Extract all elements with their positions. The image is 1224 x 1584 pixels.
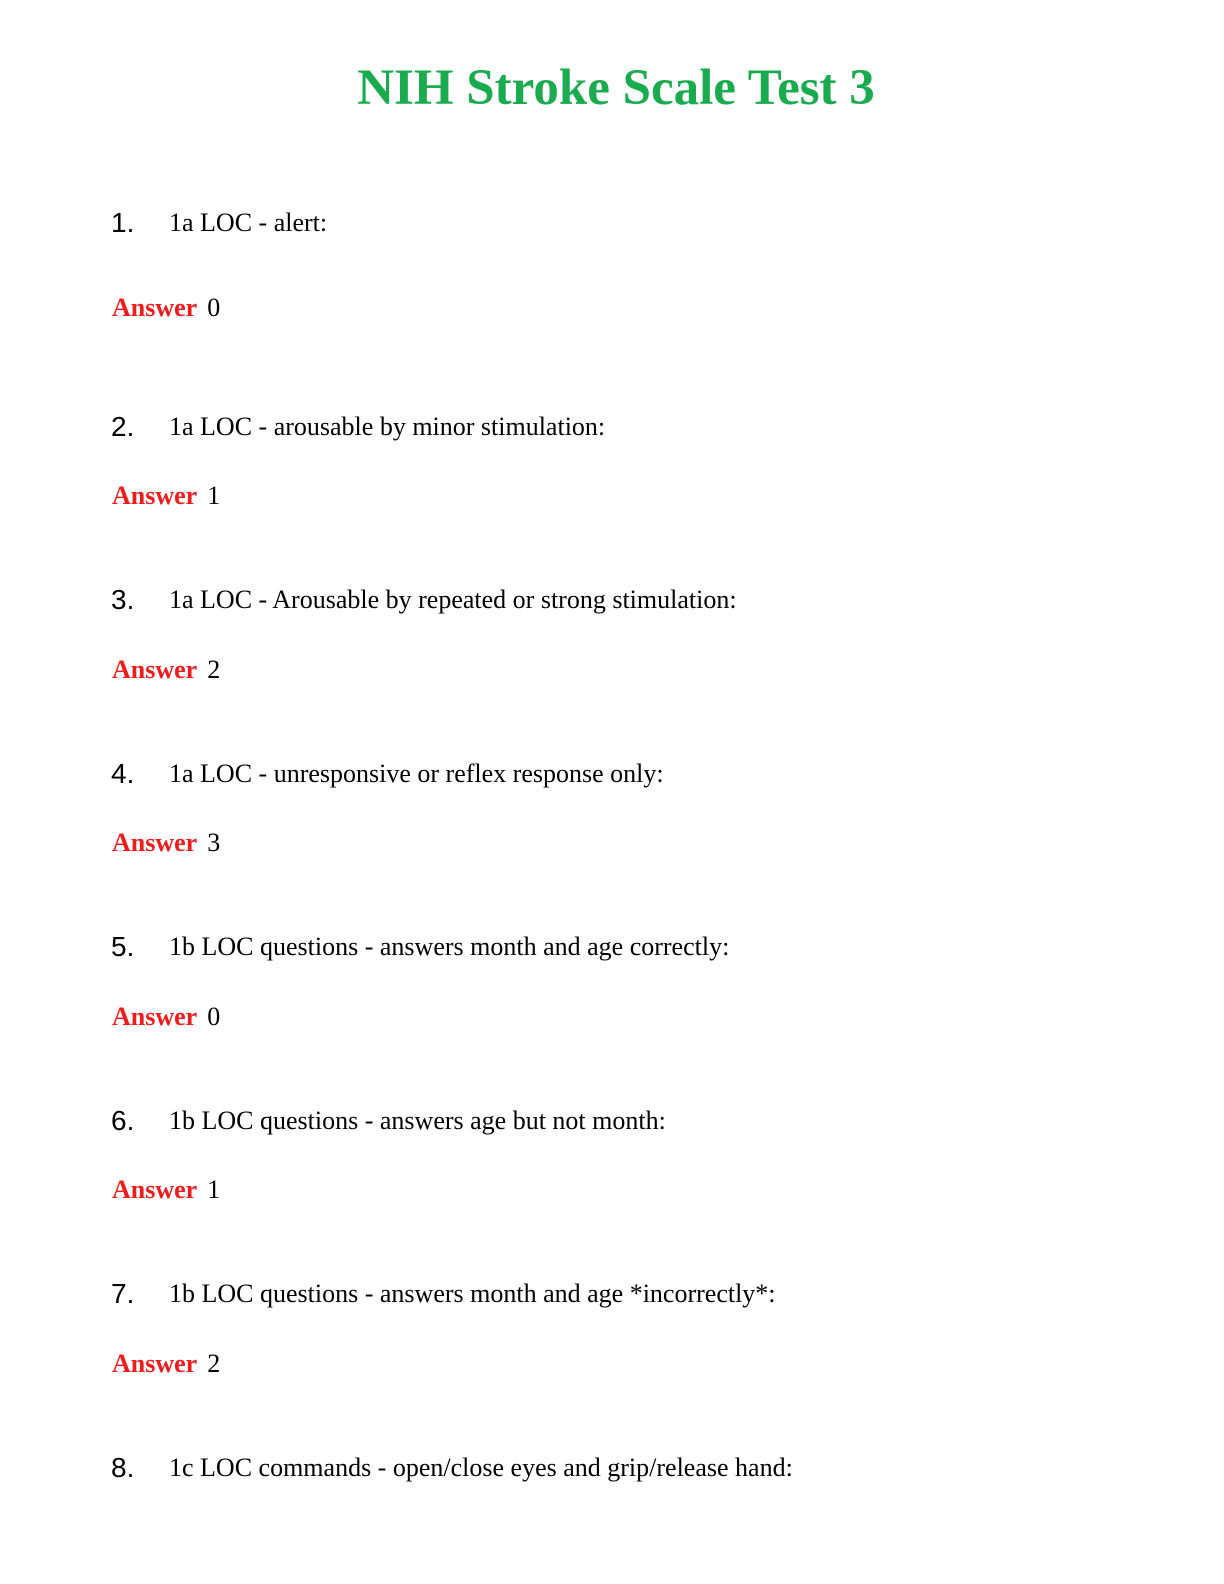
answer-label: Answer — [112, 655, 198, 684]
answer-value: 0 — [207, 1002, 221, 1031]
answer-label: Answer — [112, 828, 198, 857]
question-number: 3. — [111, 584, 135, 615]
answer-value: 1 — [207, 1175, 221, 1204]
answer-4 — [112, 823, 220, 863]
question-text: 1a LOC - unresponsive or reflex response only: — [169, 759, 664, 788]
answer-label: Answer — [112, 1002, 198, 1031]
question-number: 4. — [111, 758, 135, 789]
answer-value: 1 — [207, 481, 221, 510]
answer-7 — [112, 1344, 220, 1384]
question-number: 8. — [111, 1452, 135, 1483]
answer-5 — [112, 997, 220, 1037]
answer-label: Answer — [112, 293, 198, 322]
question-text: 1a LOC - arousable by minor stimulation: — [169, 412, 606, 441]
page-title: NIH Stroke Scale Test 3 — [357, 60, 875, 116]
question-text: 1c LOC commands - open/close eyes and grip/release hand: — [169, 1453, 793, 1482]
question-number: 2. — [111, 411, 135, 442]
answer-label: Answer — [112, 1349, 198, 1378]
question-text: 1a LOC - alert: — [169, 208, 328, 237]
answer-label: Answer — [112, 1175, 198, 1204]
answer-1 — [112, 288, 220, 328]
question-text: 1b LOC questions - answers age but not month: — [169, 1106, 666, 1135]
answer-3 — [112, 650, 220, 690]
question-number: 7. — [111, 1278, 135, 1309]
answer-value: 2 — [207, 655, 221, 684]
answer-2 — [112, 476, 220, 516]
answer-6 — [112, 1170, 220, 1210]
answer-value: 0 — [207, 293, 221, 322]
question-text: 1a LOC - Arousable by repeated or strong stimulation: — [169, 585, 737, 614]
answer-label: Answer — [112, 481, 198, 510]
answer-value: 3 — [207, 828, 221, 857]
answer-value: 2 — [207, 1349, 221, 1378]
question-number: 6. — [111, 1105, 135, 1136]
question-text: 1b LOC questions - answers month and age *incorrectly*: — [169, 1279, 776, 1308]
question-text: 1b LOC questions - answers month and age correctly: — [169, 932, 730, 961]
question-number: 5. — [111, 931, 135, 962]
question-number: 1. — [111, 207, 135, 238]
